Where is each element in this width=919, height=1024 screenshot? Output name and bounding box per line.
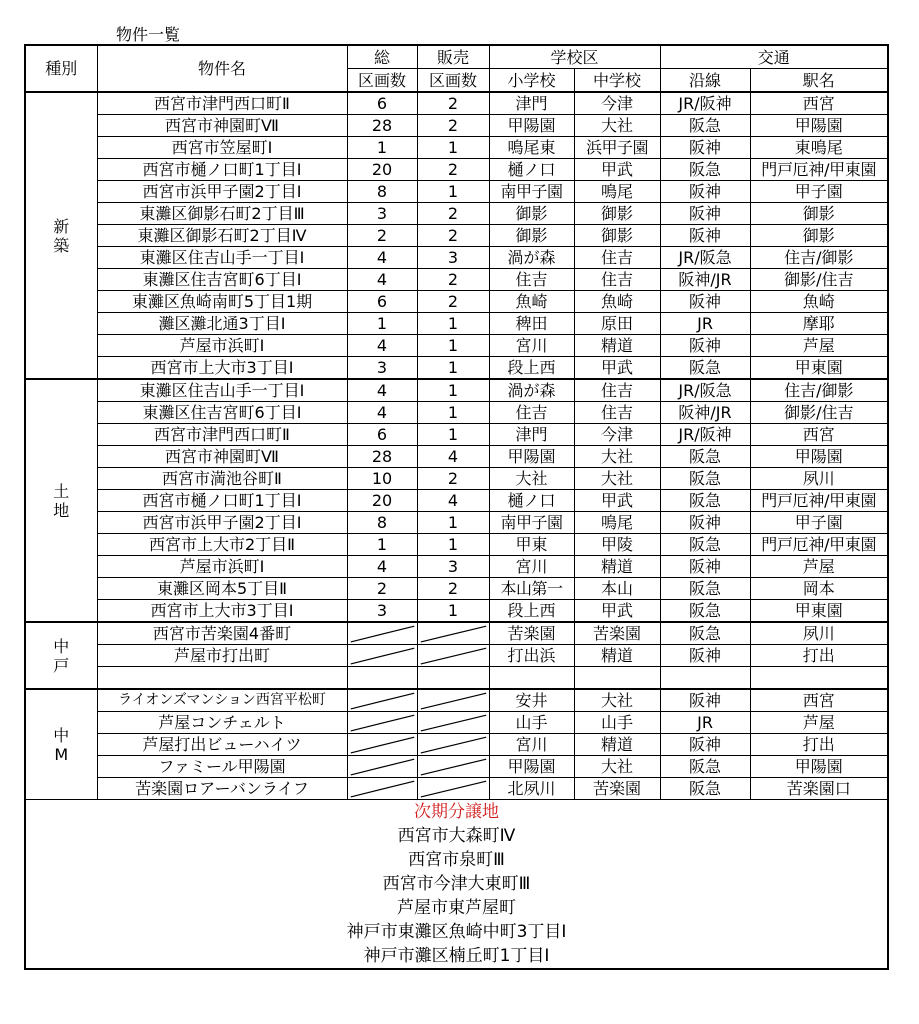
property-name: 西宮市上大市3丁目Ⅰ xyxy=(97,357,347,380)
station: 御影 xyxy=(750,225,888,247)
junior-school: 原田 xyxy=(574,313,660,335)
rail-line: 阪神 xyxy=(660,291,750,313)
rail-line: JR/阪神 xyxy=(660,424,750,446)
property-name: 西宮市樋ノ口町1丁目Ⅰ xyxy=(97,490,347,512)
junior-school: 御影 xyxy=(574,203,660,225)
rail-line: 阪神 xyxy=(660,225,750,247)
junior-school: 甲陵 xyxy=(574,534,660,556)
header-total-bottom: 区画数 xyxy=(347,69,417,93)
category-char: 戸 xyxy=(53,655,70,675)
header-total-top: 総 xyxy=(347,45,417,69)
total-lots-hatched xyxy=(347,756,417,778)
table-row xyxy=(25,203,888,225)
table-row xyxy=(25,402,888,424)
category-chum xyxy=(25,689,97,800)
station: 門戸厄神/甲東園 xyxy=(750,490,888,512)
rail-line: 阪神 xyxy=(660,335,750,357)
property-name: 西宮市浜甲子園2丁目Ⅰ xyxy=(97,512,347,534)
header-elementary: 小学校 xyxy=(489,69,574,93)
junior-school: 甲武 xyxy=(574,490,660,512)
property-name: 西宮市神園町Ⅶ xyxy=(97,446,347,468)
sale-lots: 1 xyxy=(417,313,489,335)
next-section-item: 西宮市大森町Ⅳ xyxy=(397,826,516,846)
station: 打出 xyxy=(750,734,888,756)
property-name: 東灘区住吉宮町6丁目Ⅰ xyxy=(97,269,347,291)
property-name: 西宮市笠屋町Ⅰ xyxy=(97,137,347,159)
sale-lots: 1 xyxy=(417,181,489,203)
station: 魚崎 xyxy=(750,291,888,313)
elementary-school: 御影 xyxy=(489,203,574,225)
table-row xyxy=(25,247,888,269)
total-lots: 4 xyxy=(347,402,417,424)
table-row xyxy=(25,490,888,512)
property-name: 西宮市樋ノ口町1丁目Ⅰ xyxy=(97,159,347,181)
elementary-school xyxy=(489,667,574,690)
total-lots: 4 xyxy=(347,556,417,578)
rail-line: 阪急 xyxy=(660,468,750,490)
elementary-school: 樋ノ口 xyxy=(489,490,574,512)
sale-lots: 2 xyxy=(417,203,489,225)
elementary-school: 甲陽園 xyxy=(489,115,574,137)
station: 芦屋 xyxy=(750,556,888,578)
table-row xyxy=(25,379,888,402)
table-row xyxy=(25,115,888,137)
elementary-school: 段上西 xyxy=(489,600,574,623)
rail-line: 阪急 xyxy=(660,600,750,623)
total-lots: 6 xyxy=(347,424,417,446)
station: 御影 xyxy=(750,203,888,225)
rail-line: 阪急 xyxy=(660,357,750,380)
category-char: M xyxy=(54,744,69,764)
elementary-school: 御影 xyxy=(489,225,574,247)
sale-lots: 2 xyxy=(417,269,489,291)
table-row xyxy=(25,159,888,181)
property-name: 西宮市浜甲子園2丁目Ⅰ xyxy=(97,181,347,203)
header-line: 沿線 xyxy=(660,69,750,93)
total-lots: 10 xyxy=(347,468,417,490)
junior-school: 苦楽園 xyxy=(574,778,660,800)
sale-lots-hatched xyxy=(417,645,489,667)
elementary-school: 稗田 xyxy=(489,313,574,335)
station: 夙川 xyxy=(750,622,888,645)
property-name: 西宮市満池谷町Ⅱ xyxy=(97,468,347,490)
total-lots: 4 xyxy=(347,335,417,357)
junior-school: 御影 xyxy=(574,225,660,247)
station: 西宮 xyxy=(750,92,888,115)
sale-lots: 3 xyxy=(417,556,489,578)
table-row xyxy=(25,734,888,756)
station: 甲東園 xyxy=(750,357,888,380)
junior-school: 大社 xyxy=(574,446,660,468)
elementary-school: 住吉 xyxy=(489,402,574,424)
table-row xyxy=(25,181,888,203)
sale-lots-hatched xyxy=(417,756,489,778)
junior-school: 甲武 xyxy=(574,357,660,380)
junior-school: 精道 xyxy=(574,335,660,357)
station: 住吉/御影 xyxy=(750,247,888,269)
sale-lots-hatched xyxy=(417,734,489,756)
property-name: 東灘区住吉宮町6丁目Ⅰ xyxy=(97,402,347,424)
rail-line: 阪神 xyxy=(660,645,750,667)
junior-school: 住吉 xyxy=(574,402,660,424)
elementary-school: 安井 xyxy=(489,689,574,712)
elementary-school: 南甲子園 xyxy=(489,512,574,534)
sale-lots: 2 xyxy=(417,578,489,600)
station: 門戸厄神/甲東園 xyxy=(750,534,888,556)
header-type: 種別 xyxy=(25,45,97,92)
sale-lots-hatched xyxy=(417,712,489,734)
sale-lots: 2 xyxy=(417,115,489,137)
sale-lots: 1 xyxy=(417,402,489,424)
rail-line: JR xyxy=(660,313,750,335)
total-lots: 28 xyxy=(347,115,417,137)
rail-line: 阪急 xyxy=(660,578,750,600)
sale-lots: 4 xyxy=(417,490,489,512)
property-name: 東灘区岡本5丁目Ⅱ xyxy=(97,578,347,600)
sale-lots: 2 xyxy=(417,92,489,115)
junior-school: 山手 xyxy=(574,712,660,734)
total-lots: 3 xyxy=(347,600,417,623)
total-lots-hatched xyxy=(347,622,417,645)
table-body xyxy=(25,92,888,969)
junior-school: 住吉 xyxy=(574,269,660,291)
elementary-school: 甲陽園 xyxy=(489,756,574,778)
page-title: 物件一覧 xyxy=(116,25,181,44)
category-char: 中 xyxy=(53,725,70,745)
sale-lots-hatched xyxy=(417,778,489,800)
rail-line: 阪神/JR xyxy=(660,269,750,291)
next-section-item: 神戸市東灘区魚崎中町3丁目Ⅰ xyxy=(346,922,567,942)
station: 甲陽園 xyxy=(750,446,888,468)
header-station: 駅名 xyxy=(750,69,888,93)
rail-line: JR/阪急 xyxy=(660,379,750,402)
property-name: ライオンズマンション西宮平松町 xyxy=(97,689,347,712)
table-row xyxy=(25,622,888,645)
header-name: 物件名 xyxy=(97,45,347,92)
property-name: 芦屋打出ビューハイツ xyxy=(97,734,347,756)
total-lots: 8 xyxy=(347,512,417,534)
total-lots-hatched xyxy=(347,689,417,712)
elementary-school: 津門 xyxy=(489,92,574,115)
rail-line: 阪神 xyxy=(660,689,750,712)
total-lots: 2 xyxy=(347,225,417,247)
property-name: 西宮市上大市2丁目Ⅱ xyxy=(97,534,347,556)
junior-school: 住吉 xyxy=(574,379,660,402)
total-lots-hatched xyxy=(347,645,417,667)
table-header xyxy=(25,45,888,92)
table-row xyxy=(25,756,888,778)
total-lots: 1 xyxy=(347,313,417,335)
station: 苦楽園口 xyxy=(750,778,888,800)
junior-school: 大社 xyxy=(574,689,660,712)
rail-line: JR xyxy=(660,712,750,734)
rail-line: 阪神 xyxy=(660,181,750,203)
rail-line: 阪急 xyxy=(660,756,750,778)
elementary-school: 北夙川 xyxy=(489,778,574,800)
total-lots: 3 xyxy=(347,357,417,380)
total-lots: 4 xyxy=(347,379,417,402)
station: 摩耶 xyxy=(750,313,888,335)
total-lots: 20 xyxy=(347,159,417,181)
station: 打出 xyxy=(750,645,888,667)
header-school: 学校区 xyxy=(489,45,660,69)
sale-lots: 1 xyxy=(417,379,489,402)
rail-line: JR/阪神 xyxy=(660,92,750,115)
elementary-school: 鳴尾東 xyxy=(489,137,574,159)
table-row xyxy=(25,313,888,335)
elementary-school: 山手 xyxy=(489,712,574,734)
station: 甲子園 xyxy=(750,181,888,203)
sale-lots: 1 xyxy=(417,512,489,534)
station: 甲陽園 xyxy=(750,756,888,778)
header-sale-bottom: 区画数 xyxy=(417,69,489,93)
table-row xyxy=(25,137,888,159)
table-row xyxy=(25,446,888,468)
junior-school: 本山 xyxy=(574,578,660,600)
property-name: 東灘区御影石町2丁目Ⅲ xyxy=(97,203,347,225)
property-name: 西宮市津門西口町Ⅱ xyxy=(97,92,347,115)
property-name: 灘区灘北通3丁目Ⅰ xyxy=(97,313,347,335)
sale-lots: 1 xyxy=(417,534,489,556)
station: 御影/住吉 xyxy=(750,402,888,424)
category-char: 土 xyxy=(53,481,70,501)
property-name: 東灘区御影石町2丁目Ⅳ xyxy=(97,225,347,247)
category-char: 地 xyxy=(53,500,70,520)
header-sale-top: 販売 xyxy=(417,45,489,69)
total-lots-hatched xyxy=(347,712,417,734)
rail-line: 阪急 xyxy=(660,490,750,512)
property-name: ファミール甲陽園 xyxy=(97,756,347,778)
station: 芦屋 xyxy=(750,712,888,734)
sale-lots: 1 xyxy=(417,137,489,159)
elementary-school: 甲陽園 xyxy=(489,446,574,468)
next-section-item: 神戸市灘区楠丘町1丁目Ⅰ xyxy=(363,946,550,966)
junior-school: 大社 xyxy=(574,468,660,490)
rail-line: JR/阪急 xyxy=(660,247,750,269)
next-section-row xyxy=(25,800,888,970)
sale-lots: 1 xyxy=(417,600,489,623)
elementary-school: 打出浜 xyxy=(489,645,574,667)
table-row xyxy=(25,335,888,357)
category-shinchiku xyxy=(25,92,97,379)
property-name: 西宮市上大市3丁目Ⅰ xyxy=(97,600,347,623)
sale-lots: 1 xyxy=(417,357,489,380)
property-name: 芦屋市浜町Ⅰ xyxy=(97,335,347,357)
rail-line: 阪神 xyxy=(660,203,750,225)
station: 門戸厄神/甲東園 xyxy=(750,159,888,181)
junior-school xyxy=(574,667,660,690)
elementary-school: 魚崎 xyxy=(489,291,574,313)
station: 甲東園 xyxy=(750,600,888,623)
table-row xyxy=(25,225,888,247)
elementary-school: 津門 xyxy=(489,424,574,446)
junior-school: 甲武 xyxy=(574,159,660,181)
station: 岡本 xyxy=(750,578,888,600)
sale-lots-hatched xyxy=(417,689,489,712)
junior-school: 浜甲子園 xyxy=(574,137,660,159)
category-char: 中 xyxy=(53,636,70,656)
rail-line: 阪急 xyxy=(660,159,750,181)
table-row xyxy=(25,600,888,623)
table-row xyxy=(25,689,888,712)
total-lots: 6 xyxy=(347,291,417,313)
header-transport: 交通 xyxy=(660,45,888,69)
category-char: 新 xyxy=(53,216,70,236)
total-lots: 1 xyxy=(347,137,417,159)
junior-school: 住吉 xyxy=(574,247,660,269)
total-lots: 6 xyxy=(347,92,417,115)
property-name: 東灘区住吉山手一丁目Ⅰ xyxy=(97,379,347,402)
category-char: 築 xyxy=(53,235,70,255)
station: 西宮 xyxy=(750,689,888,712)
junior-school: 今津 xyxy=(574,92,660,115)
property-name: 東灘区魚崎南町5丁目1期 xyxy=(97,291,347,313)
table-row xyxy=(25,357,888,380)
total-lots: 4 xyxy=(347,269,417,291)
elementary-school: 苦楽園 xyxy=(489,622,574,645)
elementary-school: 宮川 xyxy=(489,556,574,578)
junior-school: 精道 xyxy=(574,556,660,578)
category-chuko xyxy=(25,622,97,689)
total-lots: 1 xyxy=(347,534,417,556)
sale-lots-hatched xyxy=(417,622,489,645)
property-name: 芦屋市打出町 xyxy=(97,645,347,667)
sale-lots: 1 xyxy=(417,335,489,357)
header-junior: 中学校 xyxy=(574,69,660,93)
station xyxy=(750,667,888,690)
next-section-item: 西宮市今津大東町Ⅲ xyxy=(382,874,531,894)
total-lots xyxy=(347,667,417,690)
junior-school: 精道 xyxy=(574,645,660,667)
elementary-school: 南甲子園 xyxy=(489,181,574,203)
next-section xyxy=(25,800,888,970)
table-row xyxy=(25,512,888,534)
total-lots: 8 xyxy=(347,181,417,203)
total-lots: 3 xyxy=(347,203,417,225)
station: 甲子園 xyxy=(750,512,888,534)
station: 甲陽園 xyxy=(750,115,888,137)
table-row xyxy=(25,92,888,115)
table-row xyxy=(25,578,888,600)
rail-line: 阪急 xyxy=(660,446,750,468)
next-section-title: 次期分譲地 xyxy=(414,802,500,822)
elementary-school: 渦が森 xyxy=(489,379,574,402)
sale-lots: 2 xyxy=(417,468,489,490)
rail-line xyxy=(660,667,750,690)
property-name: 芦屋コンチェルト xyxy=(97,712,347,734)
total-lots: 20 xyxy=(347,490,417,512)
table-row xyxy=(25,667,888,690)
rail-line: 阪急 xyxy=(660,778,750,800)
property-name: 西宮市神園町Ⅶ xyxy=(97,115,347,137)
junior-school: 甲武 xyxy=(574,600,660,623)
junior-school: 精道 xyxy=(574,734,660,756)
property-name: 苦楽園ロアーバンライフ xyxy=(97,778,347,800)
rail-line: 阪急 xyxy=(660,622,750,645)
sale-lots xyxy=(417,667,489,690)
elementary-school: 住吉 xyxy=(489,269,574,291)
total-lots-hatched xyxy=(347,734,417,756)
table-row xyxy=(25,712,888,734)
elementary-school: 宮川 xyxy=(489,335,574,357)
table-row xyxy=(25,424,888,446)
total-lots: 4 xyxy=(347,247,417,269)
property-table xyxy=(24,44,889,970)
junior-school: 鳴尾 xyxy=(574,512,660,534)
junior-school: 大社 xyxy=(574,756,660,778)
sale-lots: 1 xyxy=(417,424,489,446)
rail-line: 阪急 xyxy=(660,534,750,556)
rail-line: 阪神 xyxy=(660,137,750,159)
station: 東鳴尾 xyxy=(750,137,888,159)
total-lots: 28 xyxy=(347,446,417,468)
station: 芦屋 xyxy=(750,335,888,357)
total-lots: 2 xyxy=(347,578,417,600)
elementary-school: 渦が森 xyxy=(489,247,574,269)
table-row xyxy=(25,645,888,667)
rail-line: 阪神 xyxy=(660,512,750,534)
elementary-school: 樋ノ口 xyxy=(489,159,574,181)
station: 夙川 xyxy=(750,468,888,490)
property-name xyxy=(97,667,347,690)
elementary-school: 甲東 xyxy=(489,534,574,556)
next-section-item: 西宮市泉町Ⅲ xyxy=(408,850,505,870)
table-row xyxy=(25,468,888,490)
sale-lots: 4 xyxy=(417,446,489,468)
property-name: 西宮市苦楽園4番町 xyxy=(97,622,347,645)
sale-lots: 3 xyxy=(417,247,489,269)
elementary-school: 大社 xyxy=(489,468,574,490)
table-row xyxy=(25,556,888,578)
category-tochi xyxy=(25,379,97,622)
junior-school: 苦楽園 xyxy=(574,622,660,645)
table-row xyxy=(25,291,888,313)
rail-line: 阪神 xyxy=(660,734,750,756)
station: 西宮 xyxy=(750,424,888,446)
next-section-item: 芦屋市東芦屋町 xyxy=(397,898,517,918)
station: 御影/住吉 xyxy=(750,269,888,291)
property-name: 東灘区住吉山手一丁目Ⅰ xyxy=(97,247,347,269)
junior-school: 魚崎 xyxy=(574,291,660,313)
property-name: 芦屋市浜町Ⅰ xyxy=(97,556,347,578)
sale-lots: 2 xyxy=(417,291,489,313)
junior-school: 鳴尾 xyxy=(574,181,660,203)
station: 住吉/御影 xyxy=(750,379,888,402)
elementary-school: 段上西 xyxy=(489,357,574,380)
sale-lots: 2 xyxy=(417,225,489,247)
total-lots-hatched xyxy=(347,778,417,800)
sale-lots: 2 xyxy=(417,159,489,181)
elementary-school: 宮川 xyxy=(489,734,574,756)
property-name: 西宮市津門西口町Ⅱ xyxy=(97,424,347,446)
table-row xyxy=(25,778,888,800)
rail-line: 阪神/JR xyxy=(660,402,750,424)
table-row xyxy=(25,269,888,291)
junior-school: 大社 xyxy=(574,115,660,137)
table-row xyxy=(25,534,888,556)
rail-line: 阪急 xyxy=(660,115,750,137)
elementary-school: 本山第一 xyxy=(489,578,574,600)
junior-school: 今津 xyxy=(574,424,660,446)
rail-line: 阪神 xyxy=(660,556,750,578)
